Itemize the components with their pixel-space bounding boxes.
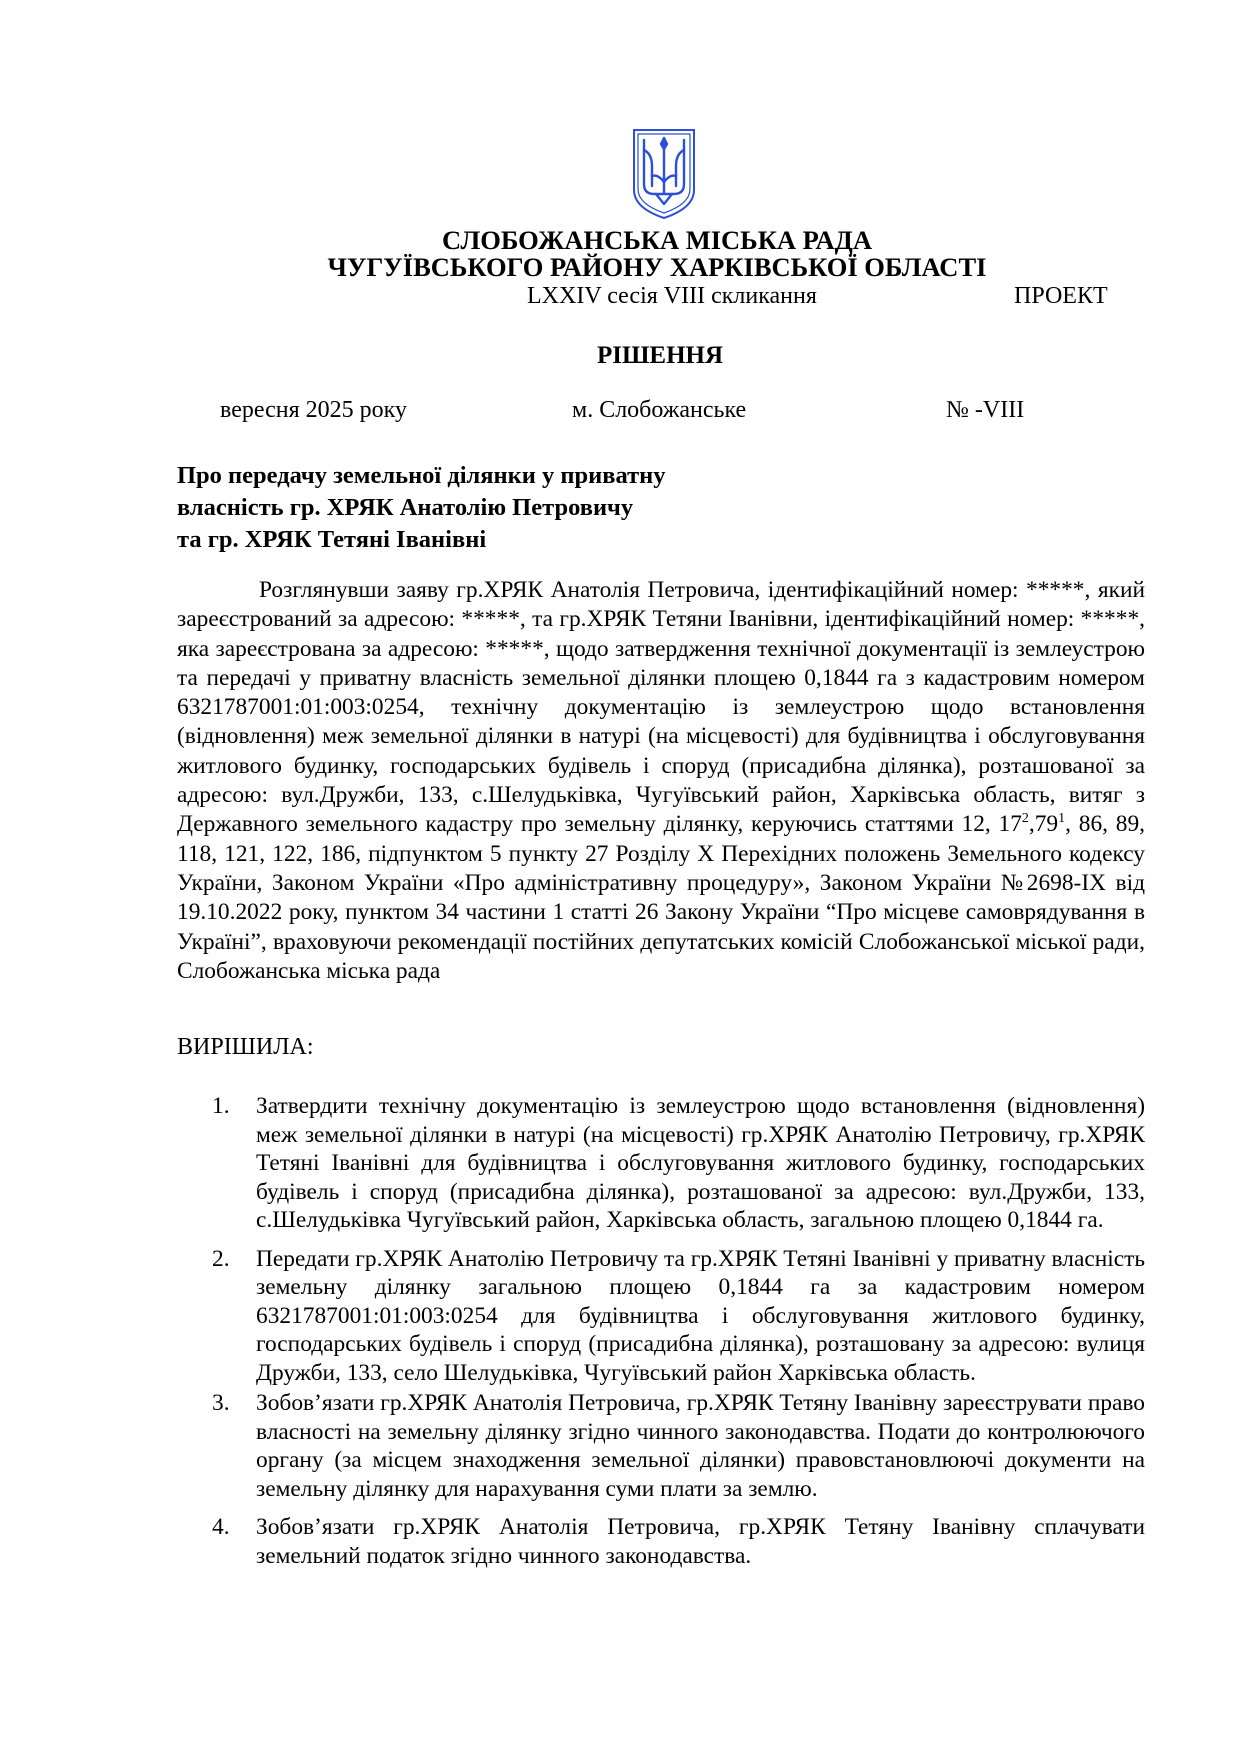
decision-number-marker: 1.: [212, 1093, 230, 1119]
trident-coat-of-arms-icon: [632, 128, 696, 220]
subject-line: власність гр. ХРЯК Анатолію Петровичу: [177, 494, 634, 521]
preamble-text: Розглянувши заяву гр.ХРЯК Анатолія Петровича, ідентифікаційний номер: *****, який зареєстрований за адресою: *****, та гр.ХРЯК Тетяни Іванівни, ідентифікаційний номер: *****, яка зареєстрована за адресою: *****, щодо затвердження технічної документації із землеустрою та передачі у приватну власність земельної ділянки площею 0,1844 га з кадастровим номером 6321787001:01:003:0254, технічну документацію із землеустрою щодо встановлення (відновлення) меж земельної ділянки в натурі (на місцевості) для будівництва і обслуговування житлового будинку, господарських будівель і споруд (присадибна ділянка), розташованої за адресою: вул.Дружби, 133, с.Шелудьківка, Чугуївський район, Харківська область, витяг з Державного земельного кадастру про земельну ділянку, керуючись статтями 12, 17: [177, 577, 1145, 838]
preamble-text: , 86, 89, 118, 121, 122, 186, підпунктом 5 пункту 27 Розділу Х Перехідних положень Земельного кодексу України, Законом України «Про адміністративну процедуру», Законом України №2698-IX від 19.10.2022 року, пунктом 34 частини 1 статті 26 Закону України “Про місцеве самоврядування в Україні”, враховуючи рекомендації постійних депутатських комісій Слобожанської міської ради, Слобожанська міська рада: [177, 811, 1145, 984]
decision-item: [212, 1245, 1145, 1388]
decision-text: Зобов’язати гр.ХРЯК Анатолія Петровича, гр.ХРЯК Тетяну Іванівну зареєструвати право власності на земельну ділянку згідно чинного законодавства. Подати до контролюючого органу (за місцем знаходження земельної ділянки) правовстановлюючі документи на земельну ділянку для нарахування суми плати за землю.: [256, 1390, 1145, 1502]
decision-subject: [177, 460, 666, 556]
decision-item: [212, 1513, 1145, 1570]
council-name: СЛОБОЖАНСЬКА МІСЬКА РАДА: [442, 225, 872, 255]
subject-line: Про передачу земельної ділянки у приватну: [177, 462, 666, 489]
decision-number: № -VIII: [946, 397, 1025, 423]
decision-number-marker: 3.: [212, 1390, 230, 1416]
decision-text: Передати гр.ХРЯК Анатолію Петровичу та гр.ХРЯК Тетяні Іванівні у приватну власність земельну ділянку загальною площею 0,1844 га за кадастровим номером 6321787001:01:003:0254 для будівництва і обслуговування житлового будинку, господарських будівель і споруд (присадибна ділянка), розташовану за адресою: вулиця Дружби, 133, село Шелудьківка, Чугуївський район Харківська область.: [256, 1245, 1145, 1386]
decision-item: [212, 1389, 1145, 1503]
document-title: РІШЕННЯ: [596, 342, 724, 369]
decision-text: Затвердити технічну документацію із землеустрою щодо встановлення (відновлення) меж земельної ділянки в натурі (на місцевості) гр.ХРЯК Анатолію Петровичу, гр.ХРЯК Тетяні Іванівні для будівництва і обслуговування житлового будинку, господарських будівель і споруд (присадибна ділянка), розташованої за адресою: вул.Дружби, 133, с.Шелудьківка Чугуївський район, Харківська область, загальною площею 0,1844 га.: [256, 1093, 1145, 1233]
superscript: 1: [1058, 811, 1066, 827]
draft-status-label: ПРОЕКТ: [1014, 283, 1108, 309]
subject-line: та гр. ХРЯК Тетяні Іванівні: [177, 526, 487, 553]
superscript: 2: [1021, 811, 1029, 827]
preamble-paragraph: [177, 576, 1145, 986]
decision-number-marker: 2.: [212, 1245, 230, 1272]
session-label: LXXIV сесія VIII скликання: [527, 283, 817, 309]
preamble-text: ,79: [1028, 811, 1059, 838]
resolved-label: ВИРІШИЛА:: [177, 1034, 314, 1060]
decision-date: вересня 2025 року: [220, 397, 407, 423]
decision-list: [212, 1092, 1145, 1572]
decision-number-marker: 4.: [212, 1514, 230, 1540]
decision-text: Зобов’язати гр.ХРЯК Анатолія Петровича, гр.ХРЯК Тетяну Іванівну сплачувати земельний податок згідно чинного законодавства.: [256, 1514, 1145, 1569]
district-region-name: ЧУГУЇВСЬКОГО РАЙОНУ ХАРКІВСЬКОЇ ОБЛАСТІ: [327, 252, 987, 282]
decision-item: [212, 1092, 1145, 1235]
decision-city: м. Слобожанське: [572, 397, 747, 423]
